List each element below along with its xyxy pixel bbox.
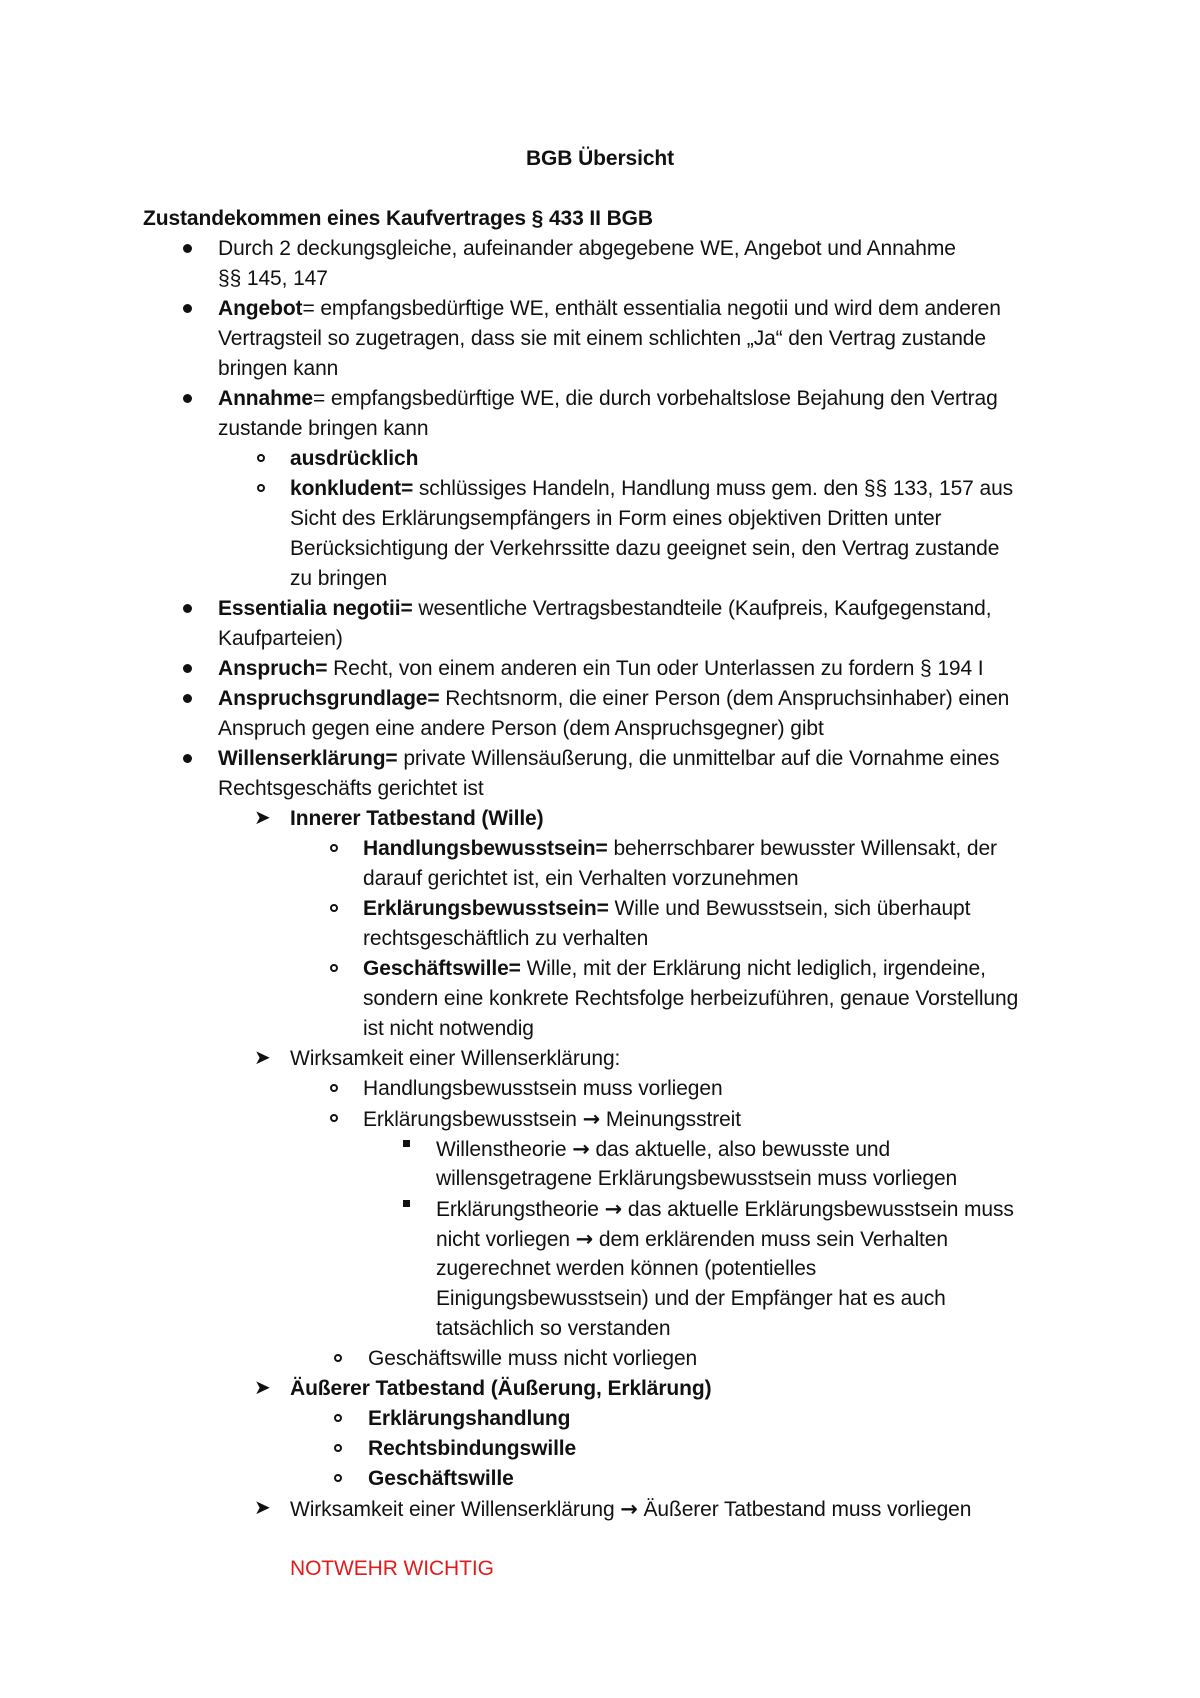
list-item-line: Erklärungsbewusstsein → Meinungsstreit <box>363 1107 741 1131</box>
arrow-bullet-icon: ➤ <box>254 1497 271 1519</box>
list-item-line: Anspruch= Recht, von einem anderen ein Tun oder Unterlassen zu fordern § 194 I <box>218 657 984 680</box>
list-item-line: Geschäftswille <box>368 1467 514 1490</box>
term-label: Handlungsbewusstsein= <box>363 837 608 860</box>
term-label: Annahme <box>218 387 313 410</box>
list-item-line: ist nicht notwendig <box>363 1017 534 1040</box>
right-arrow-icon: → <box>572 1137 590 1161</box>
bullet-ring-icon <box>330 844 338 852</box>
right-arrow-icon: → <box>620 1497 638 1521</box>
list-item-line: Äußerer Tatbestand (Äußerung, Erklärung) <box>290 1377 712 1400</box>
list-item-line: konkludent= schlüssiges Handeln, Handlung muss gem. den §§ 133, 157 aus <box>290 477 1014 500</box>
list-item-line: Angebot= empfangsbedürftige WE, enthält essentialia negotii und wird dem anderen <box>218 297 1001 320</box>
list-item-line: Handlungsbewusstsein muss vorliegen <box>363 1077 723 1100</box>
list-item-line: rechtsgeschäftlich zu verhalten <box>363 927 649 950</box>
bullet-ring-icon <box>257 454 265 462</box>
list-item-line: Wirksamkeit einer Willenserklärung → Äußerer Tatbestand muss vorliegen <box>290 1497 972 1521</box>
list-item-line: Erklärungsbewusstsein= Wille und Bewusstsein, sich überhaupt <box>363 897 971 920</box>
list-item-line: Anspruch gegen eine andere Person (dem Anspruchsgegner) gibt <box>218 717 824 740</box>
list-item-line: bringen kann <box>218 357 339 380</box>
list-item-line: Durch 2 deckungsgleiche, aufeinander abgegebene WE, Angebot und Annahme <box>218 237 956 260</box>
bullet-ring-icon <box>330 1114 338 1122</box>
bullet-dot-icon <box>183 664 192 673</box>
list-item-line: zu bringen <box>290 567 388 590</box>
list-item-line: Einigungsbewusstsein) und der Empfänger hat es auch <box>436 1287 946 1310</box>
list-item-line: Kaufparteien) <box>218 627 343 650</box>
list-item-line: zustande bringen kann <box>218 417 429 440</box>
bullet-dot-icon <box>183 694 192 703</box>
section-heading: Zustandekommen eines Kaufvertrages § 433 II BGB <box>143 207 653 230</box>
list-item-line: Vertragsteil so zugetragen, dass sie mit einem schlichten „Ja“ den Vertrag zustande <box>218 327 986 350</box>
list-item-line: ausdrücklich <box>290 447 419 470</box>
bullet-ring-icon <box>334 1444 342 1452</box>
bullet-ring-icon <box>257 484 265 492</box>
list-item-line: Willenstheorie → das aktuelle, also bewusste und <box>436 1137 891 1161</box>
bullet-square-icon <box>403 1200 410 1207</box>
bullet-ring-icon <box>334 1354 342 1362</box>
list-item-line: Essentialia negotii= wesentliche Vertragsbestandteile (Kaufpreis, Kaufgegenstand, <box>218 597 992 620</box>
term-label: konkludent= <box>290 477 414 500</box>
list-item-line: zugerechnet werden können (potentielles <box>436 1257 817 1280</box>
bullet-dot-icon <box>183 394 192 403</box>
term-label: Anspruch= <box>218 657 328 680</box>
list-item-line: Anspruchsgrundlage= Rechtsnorm, die einer Person (dem Anspruchsinhaber) einen <box>218 687 1010 710</box>
list-item-line: Erklärungstheorie → das aktuelle Erklärungsbewusstsein muss <box>436 1197 1014 1221</box>
list-item-line: willensgetragene Erklärungsbewusstsein muss vorliegen <box>436 1167 958 1190</box>
list-item-line: Wirksamkeit einer Willenserklärung: <box>290 1047 621 1070</box>
bullet-dot-icon <box>183 244 192 253</box>
list-item-line: sondern eine konkrete Rechtsfolge herbeizuführen, genaue Vorstellung <box>363 987 1019 1010</box>
list-item-line: Geschäftswille= Wille, mit der Erklärung nicht lediglich, irgendeine, <box>363 957 986 980</box>
term-label: Geschäftswille= <box>363 957 521 980</box>
red-note: NOTWEHR WICHTIG <box>290 1557 494 1580</box>
right-arrow-icon: → <box>582 1107 601 1131</box>
bullet-ring-icon <box>330 1084 338 1092</box>
list-item-line: tatsächlich so verstanden <box>436 1317 671 1340</box>
list-item-line: Geschäftswille muss nicht vorliegen <box>368 1347 698 1370</box>
list-item-line: Annahme= empfangsbedürftige WE, die durch vorbehaltslose Bejahung den Vertrag <box>218 387 998 410</box>
term-label: Willenserklärung= <box>218 747 398 770</box>
page-title: BGB Übersicht <box>525 147 675 170</box>
list-item-line: nicht vorliegen → dem erklärenden muss sein Verhalten <box>436 1227 948 1251</box>
bullet-dot-icon <box>183 304 192 313</box>
bullet-ring-icon <box>330 964 338 972</box>
bullet-dot-icon <box>183 604 192 613</box>
arrow-bullet-icon: ➤ <box>254 1047 271 1069</box>
right-arrow-icon: → <box>604 1197 623 1221</box>
list-item-line: Rechtsgeschäfts gerichtet ist <box>218 777 484 800</box>
arrow-bullet-icon: ➤ <box>254 807 271 829</box>
term-label: Erklärungsbewusstsein= <box>363 897 609 920</box>
list-item-line: Sicht des Erklärungsempfängers in Form eines objektiven Dritten unter <box>290 507 942 530</box>
list-item-line: Erklärungshandlung <box>368 1407 571 1430</box>
right-arrow-icon: → <box>575 1227 594 1251</box>
list-item-line: §§ 145, 147 <box>218 267 328 290</box>
bullet-dot-icon <box>183 754 192 763</box>
list-item-line: Rechtsbindungswille <box>368 1437 577 1460</box>
term-label: Angebot <box>218 297 303 320</box>
term-label: Anspruchsgrundlage= <box>218 687 440 710</box>
bullet-ring-icon <box>334 1474 342 1482</box>
list-item-line: Berücksichtigung der Verkehrssitte dazu geeignet sein, den Vertrag zustande <box>290 537 1000 560</box>
bullet-ring-icon <box>330 904 338 912</box>
term-label: Essentialia negotii= <box>218 597 413 620</box>
list-item-line: Handlungsbewusstsein= beherrschbarer bewusster Willensakt, der <box>363 837 997 860</box>
bullet-ring-icon <box>334 1414 342 1422</box>
list-item-line: darauf gerichtet ist, ein Verhalten vorzunehmen <box>363 867 799 890</box>
bullet-square-icon <box>403 1140 410 1147</box>
arrow-bullet-icon: ➤ <box>254 1377 271 1399</box>
list-item-line: Willenserklärung= private Willensäußerung, die unmittelbar auf die Vornahme eines <box>218 747 1000 770</box>
list-item-line: Innerer Tatbestand (Wille) <box>290 807 544 830</box>
